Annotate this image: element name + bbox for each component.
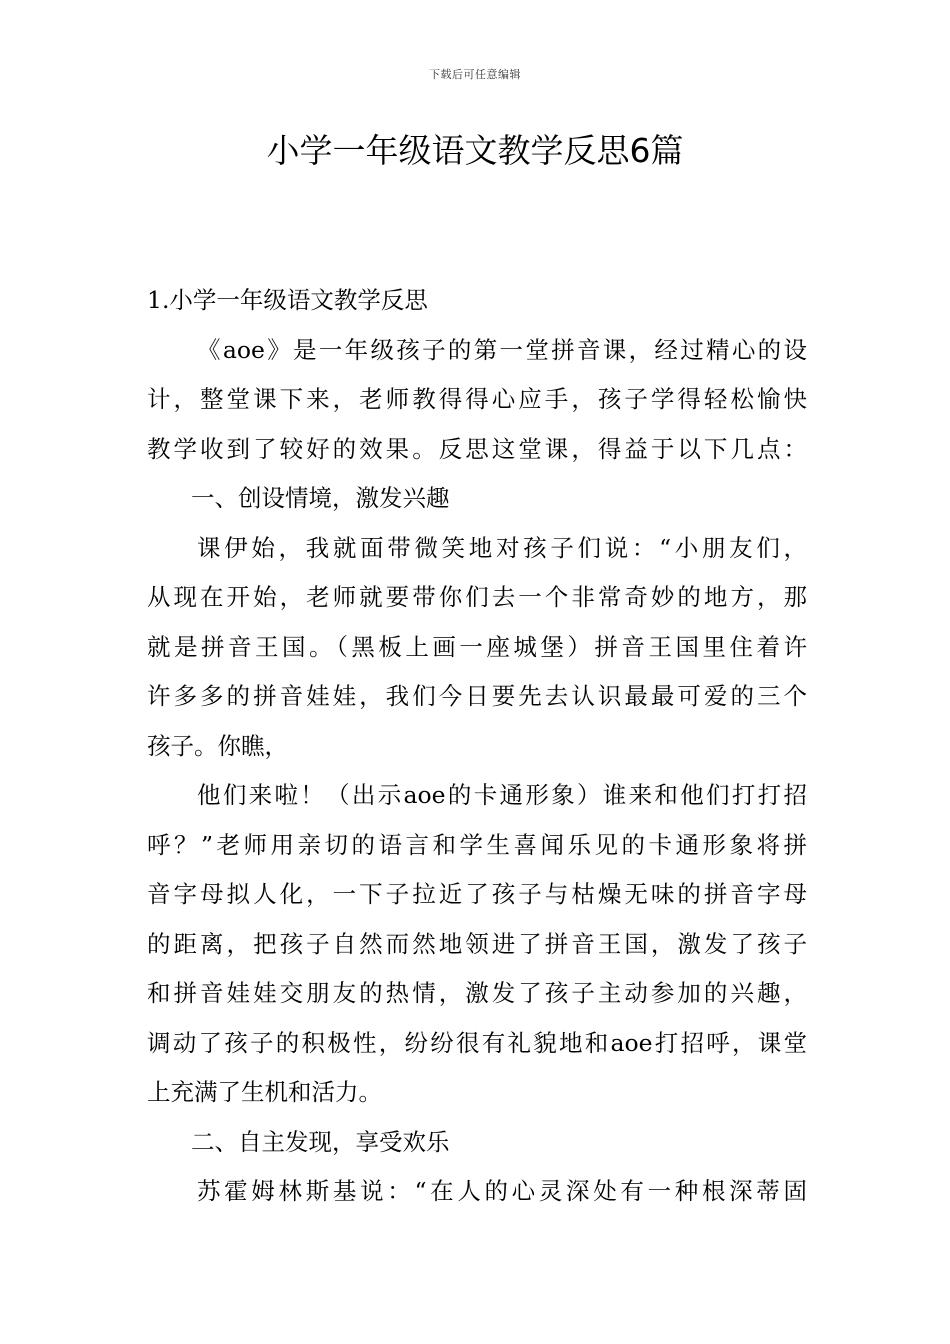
subheading-self-discovery: 二、自主发现，享受欢乐 xyxy=(191,1127,450,1156)
paragraph-line: 就是拼音王国。（黑板上画一座城堡）拼音王国里住着许 xyxy=(147,632,807,661)
paragraph-line: 和拼音娃娃交朋友的热情，激发了孩子主动参加的兴趣， xyxy=(147,979,807,1007)
paragraph-line: 教学收到了较好的效果。反思这堂课，得益于以下几点： xyxy=(147,434,807,463)
paragraph-line: 孩子。你瞧， xyxy=(147,731,288,760)
paragraph-line: 从现在开始，老师就要带你们去一个非常奇妙的地方，那 xyxy=(147,583,807,611)
paragraph-line: 苏霍姆林斯基说：“在人的心灵深处有一种根深蒂固 xyxy=(197,1177,807,1205)
paragraph-line: 上充满了生机和活力。 xyxy=(147,1078,382,1106)
paragraph-line: 《aoe》是一年级孩子的第一堂拼音课，经过精心的设 xyxy=(197,335,807,364)
paragraph-line: 的距离，把孩子自然而然地领进了拼音王国，激发了孩子 xyxy=(147,929,807,958)
paragraph-line: 课伊始，我就面带微笑地对孩子们说：“小朋友们， xyxy=(197,533,807,562)
section-heading-1: 1.小学一年级语文教学反思 xyxy=(147,286,428,314)
paragraph-line: 许多多的拼音娃娃，我们今日要先去认识最最可爱的三个 xyxy=(147,682,807,710)
paragraph-line: 呼？”老师用亲切的语言和学生喜闻乐见的卡通形象将拼 xyxy=(147,830,807,859)
page-header-note: 下载后可任意编辑 xyxy=(429,68,521,81)
document-title: 小学一年级语文教学反思6篇 xyxy=(266,131,684,170)
subheading-create-scene: 一、创设情境，激发兴趣 xyxy=(191,484,450,512)
paragraph-line: 音字母拟人化，一下子拉近了孩子与枯燥无味的拼音字母 xyxy=(147,880,807,908)
paragraph-line: 调动了孩子的积极性，纷纷很有礼貌地和aoe打招呼，课堂 xyxy=(147,1028,807,1057)
paragraph-line: 计，整堂课下来，老师教得得心应手，孩子学得轻松愉快 xyxy=(147,385,807,413)
paragraph-line: 他们来啦！（出示aoe的卡通形象）谁来和他们打打招 xyxy=(197,781,807,809)
document-body xyxy=(147,276,807,1217)
